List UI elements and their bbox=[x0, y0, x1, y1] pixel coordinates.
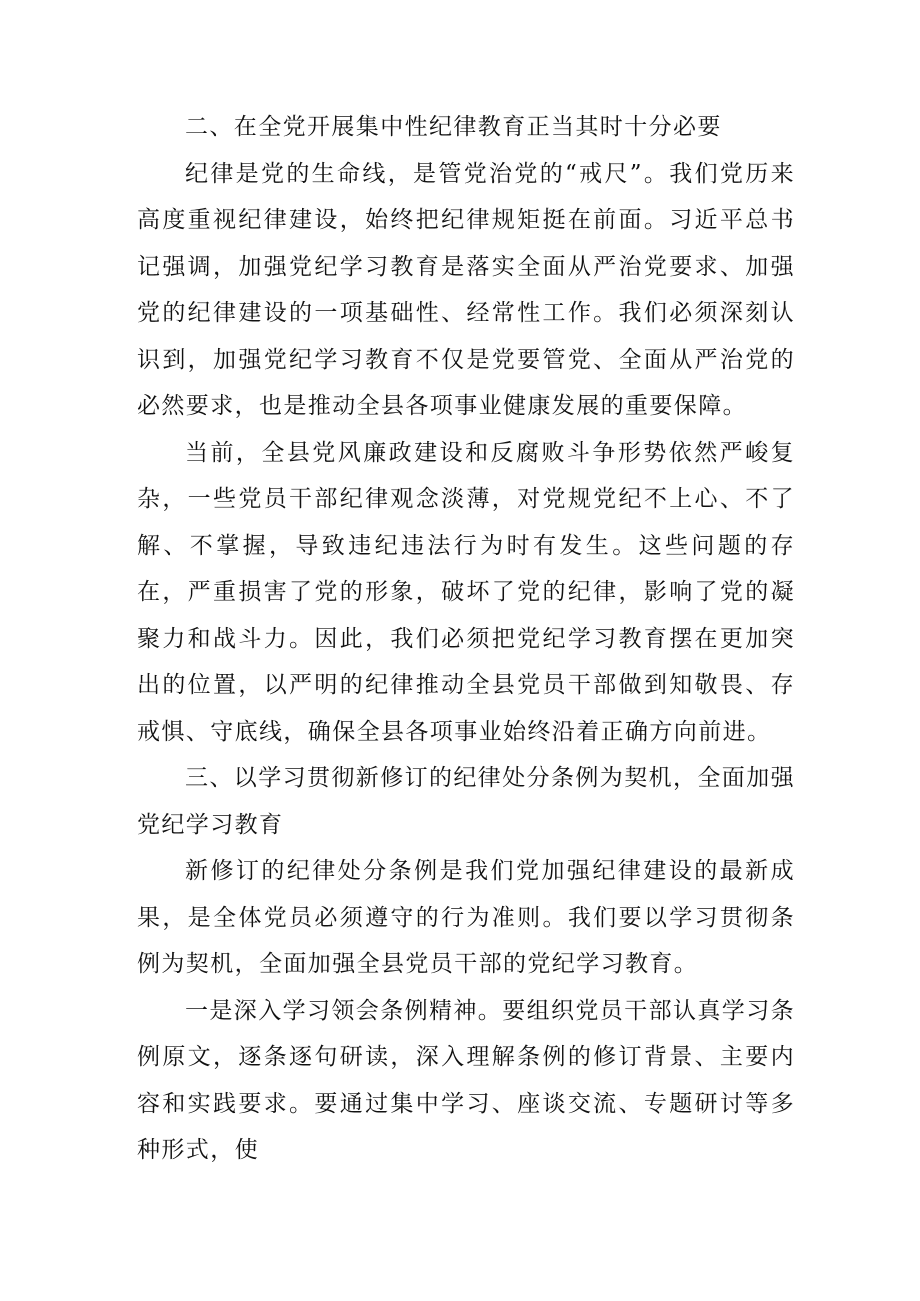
section-3-paragraph-2: 一是深入学习领会条例精神。要组织党员干部认真学习条例原文，逐条逐句研读，深入理解条例的修订背景、主要内容和实践要求。要通过集中学习、座谈交流、专题研讨等多种形式，使 bbox=[137, 997, 795, 1163]
section-3-paragraph-1: 新修订的纪律处分条例是我们党加强纪律建设的最新成果，是全体党员必须遵守的行为准则。我们要以学习贯彻条例为契机，全面加强全县党员干部的党纪学习教育。 bbox=[137, 858, 795, 977]
section-3-heading: 三、以学习贯彻新修订的纪律处分条例为契机，全面加强党纪学习教育 bbox=[137, 765, 795, 838]
section-2-paragraph-2: 当前，全县党风廉政建设和反腐败斗争形势依然严峻复杂，一些党员干部纪律观念淡薄，对党规党纪不上心、不了解、不掌握，导致违纪违法行为时有发生。这些问题的存在，严重损害了党的形象，破坏了党的纪律，影响了党的凝聚力和战斗力。因此，我们必须把党纪学习教育摆在更加突出的位置，以严明的纪律推动全县党员干部做到知敬畏、存戒惧、守底线，确保全县各项事业始终沿着正确方向前进。 bbox=[137, 439, 795, 745]
document-body bbox=[137, 104, 795, 1174]
section-2-paragraph-1: 纪律是党的生命线，是管党治党的“戒尺”。我们党历来高度重视纪律建设，始终把纪律规矩挺在前面。习近平总书记强调，加强党纪学习教育是落实全面从严治党要求、加强党的纪律建设的一项基础性、经常性工作。我们必须深刻认识到，加强党纪学习教育不仅是党要管党、全面从严治党的必然要求，也是推动全县各项事业健康发展的重要保障。 bbox=[137, 160, 795, 419]
section-2-heading: 二、在全党开展集中性纪律教育正当其时十分必要 bbox=[185, 114, 722, 140]
